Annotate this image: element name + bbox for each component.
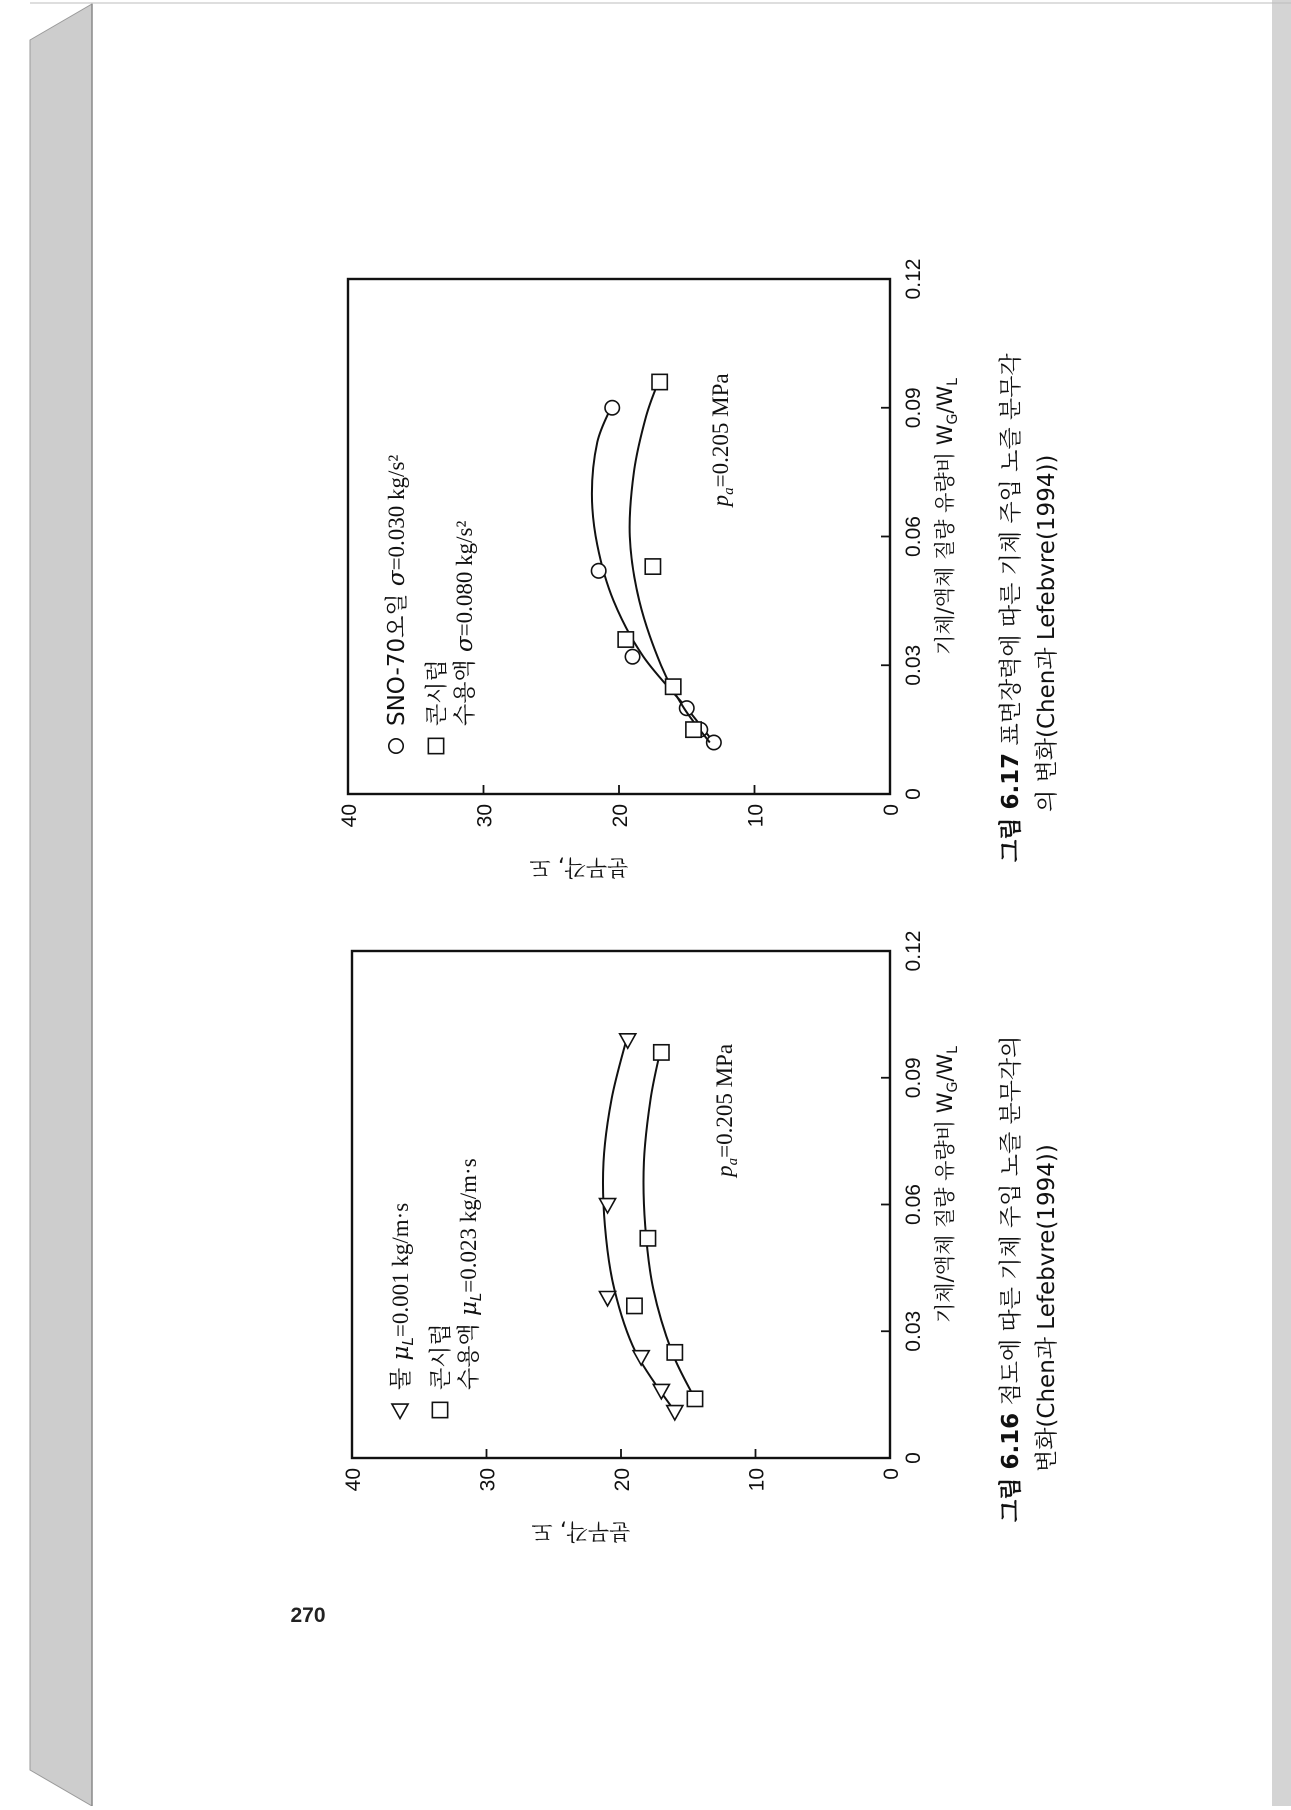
- fig0-pressure-annotation: [712, 1044, 741, 1179]
- fig1-y-axis-label: 분무각, 도: [529, 854, 629, 879]
- fig1-legend-prop: σ: [452, 636, 478, 660]
- fig0-x-tick-label: 0.06: [902, 1184, 925, 1225]
- fig0-data-point-square: [687, 1391, 702, 1406]
- fig0-y-tick-label: 0: [880, 1468, 903, 1480]
- fig0-legend-prop-value: =0.023 kg/m·s: [456, 1158, 481, 1293]
- fig0-legend-name: 물: [388, 1367, 414, 1390]
- fig1-x-tick-label: 0.09: [902, 387, 925, 429]
- fig0-legend-label: [428, 1323, 454, 1390]
- fig0-x-tick-label: 0.03: [902, 1310, 925, 1352]
- fig1-data-point-square: [618, 632, 633, 647]
- fig1-x-tick-label: 0: [902, 788, 925, 800]
- fig0-data-point-square: [640, 1231, 655, 1246]
- fig0-x-axis-label-main: 기체/액체 질량 유량비 W: [933, 1092, 957, 1323]
- fig0-legend-name: 콘시럽: [428, 1323, 454, 1390]
- page-right-edge: [1272, 0, 1291, 1806]
- fig0-x-axis-label-mid: /W: [933, 1053, 957, 1082]
- fig0-data-point-square: [627, 1298, 642, 1313]
- fig1-x-axis-label-sub2: L: [945, 378, 961, 386]
- fig0-data-point-square: [654, 1045, 669, 1060]
- fig0-caption-number: 그림 6.16: [998, 1412, 1024, 1522]
- fig1-x-tick-label: 0.12: [902, 258, 925, 300]
- fig1-y-tick-label: 20: [609, 804, 632, 828]
- fig1-legend-name-2: 수용액: [452, 659, 478, 726]
- fig0-annotation-p: p: [712, 1165, 737, 1177]
- fig0-y-tick-label: 30: [476, 1468, 500, 1492]
- fig1-annotation-sub: a: [721, 487, 737, 495]
- fig1-x-axis-label-mid: /W: [933, 385, 957, 414]
- fig1-legend-prop: σ: [384, 570, 410, 594]
- fig0-caption-title: 점도에 따른 기체 주입 노즐 분무각의: [998, 1035, 1024, 1413]
- fig1-pressure-annotation: [708, 373, 737, 508]
- fig0-legend-name-2: 수용액: [456, 1323, 482, 1390]
- page-body: [93, 4, 1291, 1806]
- fig1-annotation-p: p: [708, 494, 733, 507]
- fig1-x-axis-label-sub1: G: [945, 413, 961, 425]
- fig1-y-tick-label: 10: [744, 804, 768, 828]
- book-edge: [30, 4, 92, 1806]
- fig0-legend-prop: μ: [388, 1345, 414, 1368]
- page-number: 270: [290, 1604, 326, 1627]
- fig1-data-point-circle: [605, 401, 619, 415]
- fig0-x-tick-label: 0: [902, 1452, 925, 1464]
- fig0-x-axis-label-sub1: G: [945, 1081, 961, 1093]
- fig0-annotation-sub: a: [725, 1157, 741, 1166]
- fig1-data-point-circle: [591, 564, 605, 578]
- fig0-x-tick-label: 0.09: [902, 1057, 925, 1099]
- fig1-data-point-square: [645, 559, 660, 574]
- fig1-legend-label: [384, 455, 410, 726]
- fig0-legend-label-line2: [456, 1158, 485, 1390]
- fig1-x-axis-label-main: 기체/액체 질량 유량비 W: [933, 424, 957, 655]
- fig1-caption-line2: 의 변화(Chen과 Lefebvre(1994)): [1034, 454, 1060, 812]
- fig0-x-tick-label: 0.12: [902, 930, 925, 972]
- fig0-legend-prop-value: =0.001 kg/m·s: [388, 1202, 413, 1338]
- fig1-x-tick-label: 0.03: [902, 644, 925, 686]
- fig1-legend-prop-value: =0.030 kg/s²: [384, 454, 409, 571]
- fig0-caption-line2: 변화(Chen과 Lefebvre(1994)): [1034, 1144, 1060, 1472]
- fig1-data-point-square: [686, 722, 701, 737]
- fig0-y-tick-label: 20: [611, 1468, 634, 1492]
- fig1-data-point-square: [666, 679, 681, 694]
- fig1-legend-name: 콘시럽: [424, 659, 450, 726]
- fig0-caption-line1: [997, 1036, 1024, 1522]
- fig1-data-point-circle: [625, 649, 639, 663]
- fig1-data-point-square: [652, 374, 667, 389]
- fig1-x-tick-label: 0.06: [902, 516, 925, 557]
- fig0-legend-marker-square: [432, 1402, 447, 1417]
- fig1-legend-marker-square: [428, 738, 443, 753]
- fig0-legend-prop-sub: L: [399, 1337, 417, 1346]
- fig1-legend-label-line2: [452, 521, 478, 726]
- fig1-annotation-value: =0.205 MPa: [708, 373, 733, 488]
- fig1-legend-name: SNO-70오일: [384, 593, 410, 726]
- fig1-legend-label: [424, 659, 450, 726]
- fig0-y-tick-label: 40: [342, 1468, 365, 1492]
- fig0-y-axis-label: 분무각, 도: [531, 1518, 631, 1543]
- fig1-y-tick-label: 0: [880, 804, 903, 816]
- fig0-y-tick-label: 10: [745, 1468, 769, 1492]
- fig0-x-axis-label-sub2: L: [945, 1046, 961, 1054]
- fig1-legend-prop-value: =0.080 kg/s²: [452, 520, 477, 637]
- fig1-caption-line1: [997, 353, 1024, 862]
- fig0-legend-prop: μ: [456, 1301, 482, 1324]
- fig0-annotation-value: =0.205 MPa: [712, 1043, 737, 1158]
- fig0-legend-prop-sub: L: [467, 1292, 485, 1302]
- fig1-legend-marker-circle: [389, 739, 403, 753]
- fig1-y-tick-label: 30: [473, 804, 497, 828]
- fig1-y-tick-label: 40: [338, 804, 361, 828]
- fig0-data-point-square: [667, 1345, 682, 1360]
- fig1-caption-number: 그림 6.17: [998, 752, 1024, 862]
- fig1-caption-title: 표면장력에 따른 기체 주입 노즐 분무각: [998, 353, 1024, 753]
- fig0-legend-label: [388, 1203, 417, 1390]
